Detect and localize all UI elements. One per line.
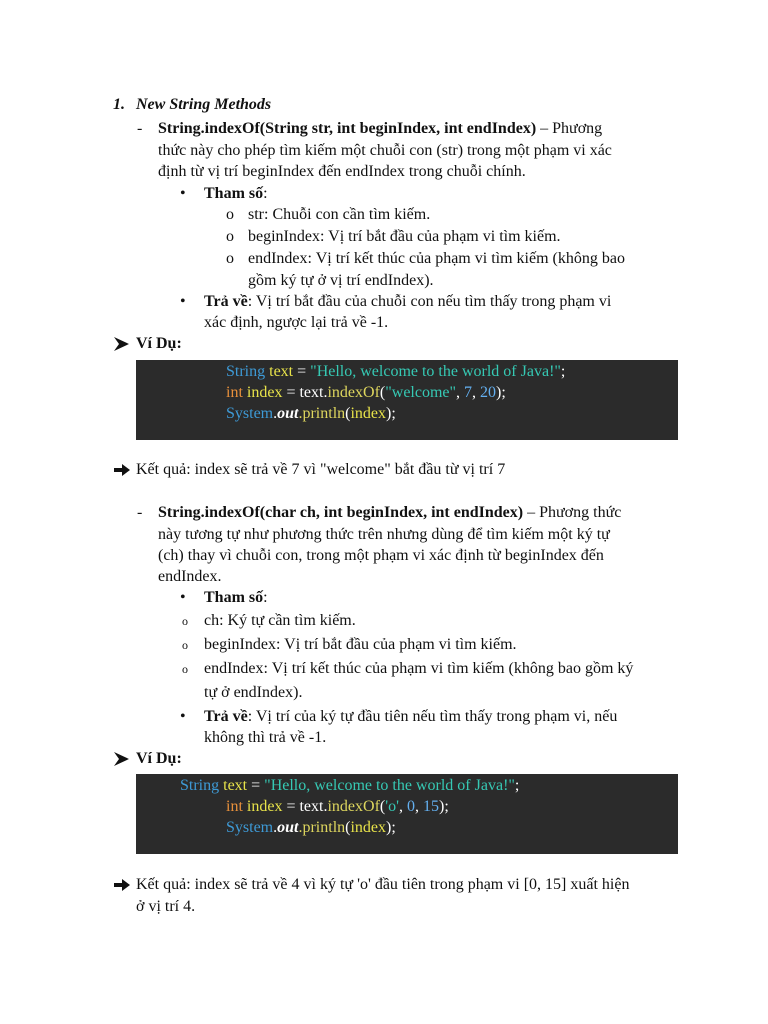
method2-param-end-line2: tự ở endIndex).	[204, 684, 303, 701]
arrowhead-icon	[113, 336, 131, 352]
bullet-icon: •	[180, 293, 186, 310]
bullet-icon: •	[180, 185, 186, 202]
method1-returns-line2: xác định, ngược lại trả về -1.	[204, 314, 389, 331]
bullet-icon: •	[180, 589, 186, 606]
method2-example-label: Ví Dụ:	[136, 750, 182, 767]
method2-param-begin: beginIndex: Vị trí bắt đầu của phạm vi tìm kiếm.	[204, 636, 517, 653]
method2-description-line2: này tương tự như phương thức trên nhưng dùng để tìm kiếm một ký tự	[158, 526, 610, 543]
method1-description-line3: định từ vị trí beginIndex đến endIndex trong chuỗi chính.	[158, 163, 526, 180]
method1-param-begin: beginIndex: Vị trí bắt đầu của phạm vi tìm kiếm.	[248, 228, 561, 245]
code-line: int index = text.indexOf('o', 0, 15);	[226, 798, 449, 815]
method2-signature: String.indexOf(char ch, int beginIndex, int endIndex)	[158, 504, 524, 521]
dash-marker: -	[137, 120, 143, 137]
method1-param-end-line1: endIndex: Vị trí kết thúc của phạm vi tìm kiếm (không bao	[248, 250, 625, 267]
circle-bullet-icon: o	[226, 250, 234, 267]
code-line: String text = "Hello, welcome to the world of Java!";	[180, 777, 520, 794]
code-line: System.out.println(index);	[226, 405, 396, 422]
section-number: 1.	[113, 96, 125, 113]
method2-result-line1: Kết quả: index sẽ trả về 4 vì ký tự 'o' đầu tiên trong phạm vi [0, 15] xuất hiện	[136, 876, 630, 893]
method2-param-end-line1: endIndex: Vị trí kết thúc của phạm vi tìm kiếm (không bao gồm ký	[204, 660, 634, 677]
method2-returns-line2: không thì trả về -1.	[204, 729, 327, 746]
small-circle-bullet-icon: o	[182, 662, 188, 676]
arrowhead-icon	[113, 751, 131, 767]
method1-returns-line1: Trả về: Vị trí bắt đầu của chuỗi con nếu tìm thấy trong phạm vi	[204, 293, 612, 310]
code-line: String text = "Hello, welcome to the world of Java!";	[226, 363, 566, 380]
method1-code-block	[136, 360, 678, 440]
section-title: New String Methods	[136, 96, 272, 113]
code-line: System.out.println(index);	[226, 819, 396, 836]
method2-description-line4: endIndex.	[158, 568, 222, 585]
method1-example-label: Ví Dụ:	[136, 335, 182, 352]
method2-result-line2: ở vị trí 4.	[136, 898, 196, 915]
method1-param-end-line2: gồm ký tự ở vị trí endIndex).	[248, 272, 434, 289]
small-circle-bullet-icon: o	[182, 638, 188, 652]
circle-bullet-icon: o	[226, 206, 234, 223]
method1-param-str: str: Chuỗi con cần tìm kiếm.	[248, 206, 431, 223]
method2-description-line3: (ch) thay vì chuỗi con, trong một phạm vi xác định từ beginIndex đến	[158, 547, 604, 564]
method1-result: Kết quả: index sẽ trả về 7 vì "welcome" bắt đầu từ vị trí 7	[136, 461, 506, 478]
method2-description-line1: String.indexOf(char ch, int beginIndex, int endIndex) – Phương thức	[158, 504, 622, 521]
method1-signature: String.indexOf(String str, int beginIndex, int endIndex)	[158, 120, 537, 137]
right-arrow-icon	[113, 877, 131, 893]
circle-bullet-icon: o	[226, 228, 234, 245]
bullet-icon: •	[180, 708, 186, 725]
code-line: int index = text.indexOf("welcome", 7, 20);	[226, 384, 506, 401]
dash-marker: -	[137, 504, 143, 521]
method1-params-heading: Tham số:	[204, 185, 268, 202]
method2-param-ch: ch: Ký tự cần tìm kiếm.	[204, 612, 356, 629]
method2-params-heading: Tham số:	[204, 589, 268, 606]
right-arrow-icon	[113, 462, 131, 478]
method2-returns-line1: Trả về: Vị trí của ký tự đầu tiên nếu tìm thấy trong phạm vi, nếu	[204, 708, 618, 725]
small-circle-bullet-icon: o	[182, 614, 188, 628]
method1-description-line2: thức này cho phép tìm kiếm một chuỗi con (str) trong một phạm vi xác	[158, 142, 612, 159]
method2-code-block	[136, 774, 678, 854]
method1-description-line1: String.indexOf(String str, int beginIndex, int endIndex) – Phương	[158, 120, 603, 137]
